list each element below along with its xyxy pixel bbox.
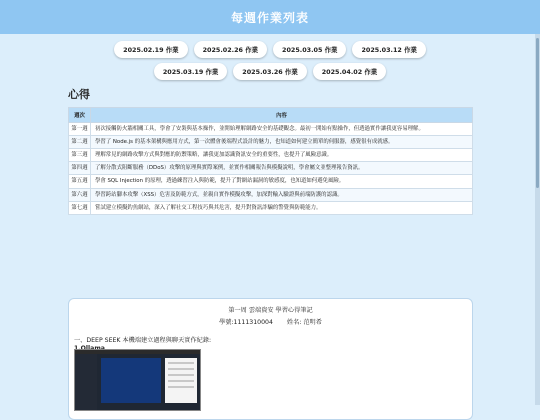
week-cell: 第五週 [69, 175, 91, 188]
week-button[interactable]: 2025.04.02 作業 [313, 63, 386, 80]
table-header-row [69, 108, 473, 123]
content-cell: 學習跨站腳本攻擊（XSS）危害及防範方式，並親自實作模擬攻擊，加深對輸入驗證與前端防護的認識。 [91, 188, 473, 201]
content-cell: 了解分散式阻斷服務（DDoS）攻擊的原理與實際案例，並實作相關報告與模擬說明，學會屬文並整理報告資訊。 [91, 162, 473, 175]
screenshot-sidebar [75, 354, 97, 410]
table-row [69, 175, 473, 188]
content-cell: 初次接觸防火牆相關工具，學會了安裝與基本操作，並開始理解網路安全的基礎觀念。最初一開始有點操作，但透過實作讓我更容易理解。 [91, 123, 473, 136]
page-header [0, 0, 540, 34]
table-row [69, 123, 473, 136]
content-cell: 學習了 Node.js 的基本架構與應用方式，第一次體會後端程式設計的魅力，也知道如何建立簡單的伺服器，感覺很有成就感。 [91, 136, 473, 149]
week-cell: 第七週 [69, 201, 91, 214]
week-button[interactable]: 2025.02.19 作業 [114, 41, 187, 58]
page-title: 每週作業列表 [230, 10, 309, 25]
report-title: 第一周 雲端資安 學習心得筆記 [228, 307, 313, 314]
week-button[interactable]: 2025.03.12 作業 [352, 41, 425, 58]
week-button[interactable]: 2025.03.26 作業 [233, 63, 306, 80]
ollama-screenshot-icon [74, 349, 201, 411]
scrollbar[interactable] [535, 34, 540, 405]
table-row [69, 188, 473, 201]
week-cell: 第一週 [69, 123, 91, 136]
week-cell: 第四週 [69, 162, 91, 175]
content-cell: 理解常見的網路攻擊方式與對應的防禦策略，讓我更加認識資訊安全的重要性，也提升了風險意識。 [91, 149, 473, 162]
table-row [69, 136, 473, 149]
section-title: 心得 [68, 88, 90, 101]
screenshot-panel [165, 358, 197, 403]
table-row [69, 201, 473, 214]
column-header-week: 週次 [69, 108, 91, 123]
column-header-content: 內容 [91, 108, 473, 123]
student-name: 姓名: 范明希 [286, 319, 322, 326]
content-cell: 嘗試建立模擬釣魚網站，深入了解社交工程技巧與其危害，提升對資訊詐騙的警覺與防範能力。 [91, 201, 473, 214]
table-row [69, 162, 473, 175]
scrollbar-thumb[interactable] [536, 38, 539, 188]
report-info [69, 317, 472, 326]
content-cell: 學會 SQL Injection 的原理，透過練習注入與防範，提升了對網站漏洞的敏感度，也知道如何避免風險。 [91, 175, 473, 188]
reflection-table [68, 107, 473, 215]
report-card [68, 298, 473, 420]
week-button[interactable]: 2025.02.26 作業 [194, 41, 267, 58]
screenshot-window [101, 358, 161, 403]
student-id: 學號:1111310004 [219, 319, 273, 326]
week-cell: 第六週 [69, 188, 91, 201]
week-cell: 第二週 [69, 136, 91, 149]
week-cell: 第三週 [69, 149, 91, 162]
week-nav [85, 41, 455, 80]
week-button[interactable]: 2025.03.19 作業 [154, 63, 227, 80]
report-section-heading: 一、DEEP SEEK 本機端建立過程與聊天實作紀錄: [74, 337, 212, 344]
week-button[interactable]: 2025.03.05 作業 [273, 41, 346, 58]
table-row [69, 149, 473, 162]
